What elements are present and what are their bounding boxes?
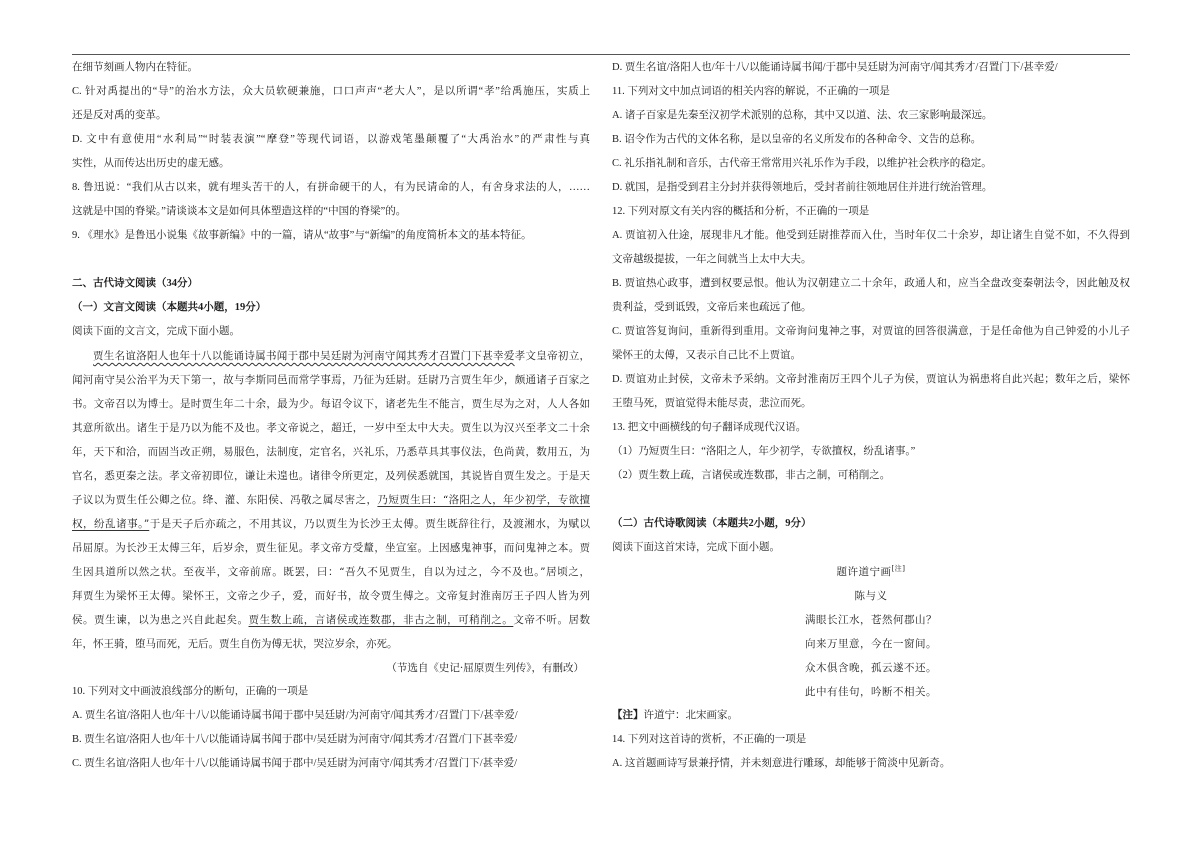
question-8: 8. 鲁迅说：“我们从古以来，就有埋头苦干的人，有拼命硬干的人，有为民请命的人，有舍身求法的人，…… [72, 182, 590, 193]
passage-line [72, 512, 590, 536]
question-10-option-b: B. 贾生名谊/洛阳人也/年十八/以能诵诗属书闻于郡中/吴廷尉为河南守/闻其秀才/召置/门下甚幸爱/ [72, 734, 518, 745]
question-13-stem: 13. 把文中画横线的句子翻译成现代汉语。 [612, 422, 807, 433]
poem-title [612, 560, 1130, 584]
question-7-option-c-cont: 还是反对禹的变革。 [72, 110, 167, 121]
blank-line [72, 248, 590, 272]
question-12-option-c-cont: 梁怀王的太傅，又表示自己比不上贾谊。 [612, 350, 801, 361]
left-column [72, 56, 590, 776]
question-12-option-d: D. 贾谊劝止封侯，文帝未予采纳。文帝封淮南厉王四个儿子为侯，贾谊认为祸患将自此兴起；数年之后，梁怀 [612, 374, 1130, 385]
passage-line: 官名，悉更秦之法。孝文帝初即位，谦让未遑也。诸律令所更定，及列侯悉就国，其说皆自贾生发之。于是天 [72, 470, 590, 482]
classical-instruction: 阅读下面的文言文，完成下面小题。 [72, 326, 240, 337]
question-8-cont: 这就是中国的脊梁。”请谈谈本文是如何具体塑造这样的“中国的脊梁”的。 [72, 206, 407, 217]
poetry-section-title: （二）古代诗歌阅读（本题共2小题，9分） [612, 518, 812, 529]
passage-line: 书。文帝召以为博士。是时贾生年二十余，最为少。每诏令议下，诸老先生不能言，贾生尽为之对，人人各如 [72, 398, 590, 410]
question-13-item-2: （2）贾生数上疏，言诸侯或连数郡，非古之制，可稍削之。 [612, 470, 891, 481]
question-10-stem: 10. 下列对文中画波浪线部分的断句，正确的一项是 [72, 686, 309, 697]
passage-line [72, 344, 590, 368]
question-11-option-d: D. 就国，是指受到君主分封并获得领地后，受封者前往领地居住并进行统治管理。 [612, 182, 993, 193]
wavy-underlined-text: 贾生名谊洛阳人也年十八以能诵诗属书闻于郡中吴廷尉为河南守闻其秀才召置门下甚幸爱 [93, 350, 515, 362]
question-10-option-c: C. 贾生名谊/洛阳人也/年十八/以能诵诗属书闻于郡中/吴廷尉为河南守/闻其秀才/召置门下/甚幸爱/ [72, 758, 518, 769]
question-7-option-d: D. 文中有意使用“水利局”“时装表演”“摩登”等现代词语，以游戏笔墨颠覆了“大禹治水”的严肃性与真 [72, 134, 590, 145]
passage-line [72, 608, 590, 632]
question-11-option-b: B. 诏令作为古代的文体名称，是以皇帝的名义所发布的各种命令、文告的总称。 [612, 134, 982, 145]
question-12-stem: 12. 下列对原文有关内容的概括和分析，不正确的一项是 [612, 206, 870, 217]
passage-text: 侯。贾生谏，以为患之兴自此起矣。 [72, 614, 249, 626]
poem-note-label: 【注】 [612, 710, 644, 721]
question-14-stem: 14. 下列对这首诗的赏析，不正确的一项是 [612, 734, 807, 745]
passage-text: 孝文皇帝初立， [514, 350, 591, 362]
poem-line: 满眼长江水，苍然何郡山？ [805, 614, 937, 626]
passage-text: 于是天子后亦疏之，不用其议，乃以贾生为长沙王太傅。贾生既辞往行，及渡湘水，为赋以 [149, 518, 590, 530]
question-7-option-c: C. 针对禹提出的“导”的治水方法，众大员软硬兼施，口口声声“老大人”，是以所谓“孝”给禹施压，实质上 [72, 86, 590, 97]
passage-line [72, 488, 590, 512]
passage-line: 年，怀王骑，堕马而死，无后。贾生自伤为傅无状，哭泣岁余，亦死。 [72, 638, 398, 650]
passage-line: 年，天下和洽，而固当改正朔，易服色，法制度，定官名，兴礼乐，乃悉草具其事仪法，色尚黄，数用五，为 [72, 446, 590, 458]
poem-line: 此中有佳句，吟断不相关。 [805, 686, 937, 698]
question-7-option-d-cont: 实性，从而传达出历史的虚无感。 [72, 158, 230, 169]
question-12-option-d-cont: 王堕马死，贾谊觉得未能尽责，悲泣而死。 [612, 398, 812, 409]
question-12-option-a-cont: 文帝越级提拔，一年之间就当上太中大夫。 [612, 254, 812, 265]
underlined-sentence: 权，纷乱诸事。” [72, 518, 150, 530]
passage-line: 吊屈原。为长沙王太傅三年，后岁余，贾生征见。孝文帝方受釐，坐宣室。上因感鬼神事，而问鬼神之本。贾 [72, 542, 590, 554]
question-13-item-1: （1）乃短贾生曰：“洛阳之人，年少初学，专欲擅权，纷乱诸事。” [612, 446, 916, 457]
poem-title-text: 题许道宁画 [836, 566, 892, 578]
passage-text: 子议以为贾生任公卿之位。绛、灌、东阳侯、冯敬之属尽害之， [72, 494, 378, 506]
passage-line: 其意所欲出。诸生于是乃以为能不及也。孝文帝说之，超迁，一岁中至太中大夫。贾生以为汉兴至孝文二十余 [72, 422, 590, 434]
poem-note-mark: [注] [891, 564, 906, 573]
passage-line: 拜贾生为梁怀王太傅。梁怀王，文帝之少子，爱，而好书，故令贾生傅之。文帝复封淮南厉王子四人皆为列 [72, 590, 590, 602]
poem-line: 向来万里意，今在一窗间。 [805, 638, 937, 650]
question-12-option-a: A. 贾谊初入仕途，展现非凡才能。他受到廷尉推荐而入仕，当时年仅二十余岁，却让诸生自觉不如，不久得到 [612, 230, 1130, 241]
header-rule [72, 54, 1130, 55]
question-12-option-c: C. 贾谊答复询问，重新得到重用。文帝询问鬼神之事，对贾谊的回答很满意，于是任命他为自己钟爱的小儿子 [612, 326, 1130, 337]
passage-text: 文帝不听。居数 [513, 614, 591, 626]
question-10-option-d: D. 贾生名谊/洛阳人也/年十八/以能诵诗属书闻/于郡中吴廷尉为河南守/闻其秀才/召置门下/甚幸爱/ [612, 62, 1058, 73]
classical-section-title: （一）文言文阅读（本题共4小题，19分） [72, 302, 267, 313]
question-10-option-a: A. 贾生名谊/洛阳人也/年十八/以能诵诗属书闻于郡中吴廷尉/为河南守/闻其秀才/召置门下/甚幸爱/ [72, 710, 518, 721]
question-14-option-a: A. 这首题画诗写景兼抒情，并未刻意进行雕琢，却能够于简淡中见新奇。 [612, 758, 951, 769]
poem-note-text: 许道宁：北宋画家。 [643, 710, 738, 721]
poetry-instruction: 阅读下面这首宋诗，完成下面小题。 [612, 542, 780, 553]
question-11-option-c: C. 礼乐指礼制和音乐，古代帝王常常用兴礼乐作为手段，以维护社会秩序的稳定。 [612, 158, 992, 169]
poem-line: 众木俱含晚，孤云遂不还。 [805, 662, 937, 674]
underlined-sentence: 贾生数上疏，言诸侯或连数郡，非古之制，可稍削之。 [248, 614, 514, 626]
passage-source: （节选自《史记·屈原贾生列传》，有删改） [386, 662, 584, 674]
question-12-option-b-cont: 贵利益，受到诋毁，文帝后来也疏远了他。 [612, 302, 812, 313]
poem-note [612, 704, 1130, 728]
passage-line: 生因具道所以然之状。至夜半，文帝前席。既罢，曰：“吾久不见贾生，自以为过之，今不及也。”居顷之， [72, 566, 590, 578]
classical-passage [72, 344, 590, 680]
underlined-sentence: 乃短贾生曰：“洛阳之人，年少初学，专欲擅 [377, 494, 591, 506]
passage-line: 闻河南守吴公治平为天下第一，故与李斯同邑而常学事焉，乃征为廷尉。廷尉乃言贾生年少，颇通诸子百家之 [72, 374, 590, 386]
blank-line [612, 488, 1130, 512]
question-9: 9. 《理水》是鲁迅小说集《故事新编》中的一篇，请从“故事”与“新编”的角度简析本文的基本特征。 [72, 230, 532, 241]
question-12-option-b: B. 贾谊热心政事，遭到权要忌恨。他认为汉朝建立二十余年，政通人和，应当全盘改变秦朝法令，因此触及权 [612, 278, 1130, 289]
question-11-option-a: A. 诸子百家是先秦至汉初学术派别的总称，其中又以道、法、农三家影响最深远。 [612, 110, 993, 121]
poem-author: 陈与义 [854, 590, 888, 602]
right-column [612, 56, 1130, 776]
section-title: 二、古代诗文阅读（34分） [72, 278, 198, 289]
question-11-stem: 11. 下列对文中加点词语的相关内容的解说，不正确的一项是 [612, 86, 890, 97]
question-7-option-b-tail: 在细节刻画人物内在特征。 [72, 62, 198, 73]
